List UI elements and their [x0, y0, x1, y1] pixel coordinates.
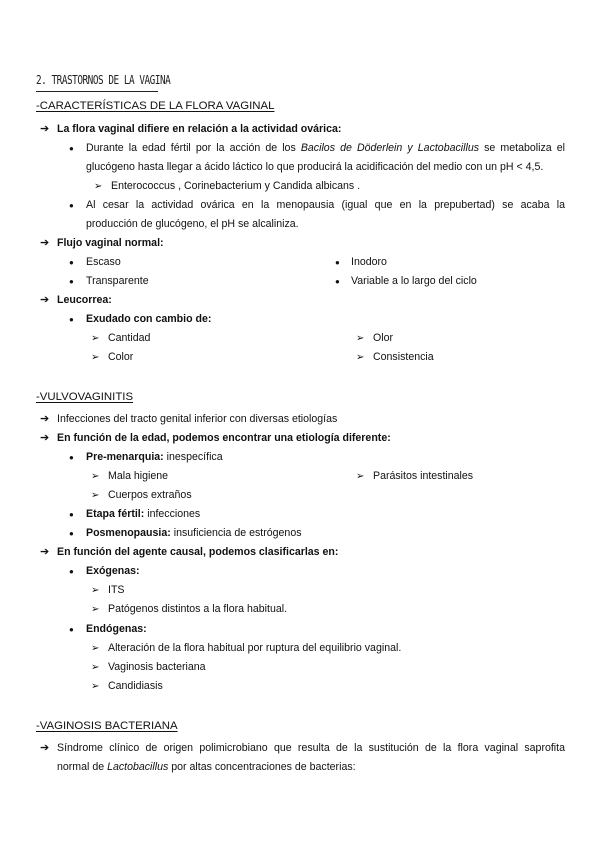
premenarquia-item: Parásitos intestinales	[373, 470, 474, 482]
text-segment: infecciones	[144, 508, 201, 520]
text-segment: Durante la edad fértil por la acción de los	[86, 142, 296, 154]
dot-bullet-icon: ●	[69, 567, 74, 576]
italic-segment: Lactobacillus	[107, 761, 169, 773]
bold-label: Pre-menarquia:	[86, 451, 164, 463]
endogenas-item: Alteración de la flora habitual por ruptura del equilibrio vaginal.	[108, 642, 402, 654]
flora-point-3-bullet-1: Exudado con cambio de:	[86, 313, 212, 325]
dot-bullet-icon: ●	[335, 258, 340, 267]
triangle-bullet-icon: ➢	[91, 333, 100, 344]
text-segment: por altas concentraciones de bacterias:	[168, 761, 356, 773]
triangle-bullet-icon: ➢	[356, 471, 365, 482]
flora-point-1-bullet-2-line-1: Al cesar la actividad ovárica en la menopausia (igual que en la prepubertad) se acaba la	[86, 199, 565, 211]
endogenas-item: Vaginosis bacteriana	[108, 661, 206, 673]
arrow-bullet-icon: ➔	[40, 432, 50, 444]
triangle-bullet-icon: ➢	[91, 681, 100, 692]
leucorrea-item: Cantidad	[108, 332, 151, 344]
dot-bullet-icon: ●	[69, 453, 74, 462]
dot-bullet-icon: ●	[69, 144, 74, 153]
arrow-bullet-icon: ➔	[40, 237, 50, 249]
arrow-bullet-icon: ➔	[40, 294, 50, 306]
leucorrea-item: Olor	[373, 332, 394, 344]
triangle-bullet-icon: ➢	[356, 333, 365, 344]
leucorrea-item: Consistencia	[373, 351, 434, 363]
text-segment: se metaboliza el	[484, 142, 565, 154]
flora-point-1-bullet-2-line-2: producción de glucógeno, el pH se alcaliniza.	[86, 218, 299, 230]
endogenas-item: Candidiasis	[108, 680, 163, 692]
vulvo-point-1: Infecciones del tracto genital inferior con diversas etiologías	[57, 413, 338, 425]
triangle-bullet-icon: ➢	[91, 585, 100, 596]
page-title: 2. TRASTORNOS DE LA VAGINA	[36, 73, 171, 87]
triangle-bullet-icon: ➢	[91, 643, 100, 654]
posmenopausia-line	[86, 526, 302, 541]
text-segment: normal de	[57, 761, 108, 773]
premenarquia-item: Mala higiene	[108, 470, 169, 482]
etapa-fertil-line	[86, 507, 200, 522]
dot-bullet-icon: ●	[69, 258, 74, 267]
bold-label: Posmenopausia:	[86, 527, 171, 539]
arrow-bullet-icon: ➔	[40, 413, 50, 425]
triangle-bullet-icon: ➢	[94, 181, 103, 192]
triangle-bullet-icon: ➢	[91, 604, 100, 615]
triangle-bullet-icon: ➢	[91, 662, 100, 673]
flora-point-1-bullet-1-line-1	[86, 141, 565, 156]
exogenas-label: Exógenas:	[86, 565, 140, 577]
arrow-bullet-icon: ➔	[40, 123, 50, 135]
title-underline	[36, 91, 158, 92]
bold-label: Etapa fértil:	[86, 508, 145, 520]
flora-point-1-sub-1: Enterococcus , Corinebacterium y Candida albicans .	[111, 180, 361, 192]
flora-point-1-bullet-1-line-2: glucógeno hasta llegar a ácido láctico lo que producirá la acidificación del medio con un pH < 4,5.	[86, 161, 544, 173]
flora-point-1: La flora vaginal difiere en relación a la actividad ovárica:	[57, 123, 342, 135]
flora-point-2: Flujo vaginal normal:	[57, 237, 164, 249]
dot-bullet-icon: ●	[335, 277, 340, 286]
text-segment: insuficiencia de estrógenos	[170, 527, 302, 539]
dot-bullet-icon: ●	[69, 315, 74, 324]
premenarquia-item: Cuerpos extraños	[108, 489, 192, 501]
dot-bullet-icon: ●	[69, 510, 74, 519]
section-heading-flora: -CARACTERÍSTICAS DE LA FLORA VAGINAL	[36, 100, 275, 112]
dot-bullet-icon: ●	[69, 201, 74, 210]
section-heading-vaginosis: -VAGINOSIS BACTERIANA	[36, 720, 178, 732]
dot-bullet-icon: ●	[69, 625, 74, 634]
vulvo-point-2: En función de la edad, podemos encontrar una etiología diferente:	[57, 432, 391, 444]
flow-item: Transparente	[86, 275, 149, 287]
text-segment: inespecífica	[163, 451, 223, 463]
exogenas-item: ITS	[108, 584, 125, 596]
leucorrea-item: Color	[108, 351, 134, 363]
section-heading-vulvovaginitis: -VULVOVAGINITIS	[36, 391, 134, 403]
triangle-bullet-icon: ➢	[91, 490, 100, 501]
triangle-bullet-icon: ➢	[91, 471, 100, 482]
arrow-bullet-icon: ➔	[40, 546, 50, 558]
flora-point-3: Leucorrea:	[57, 294, 112, 306]
dot-bullet-icon: ●	[69, 529, 74, 538]
flow-item: Escaso	[86, 256, 121, 268]
exogenas-item: Patógenos distintos a la flora habitual.	[108, 603, 288, 615]
flow-item: Variable a lo largo del ciclo	[351, 275, 477, 287]
arrow-bullet-icon: ➔	[40, 742, 50, 754]
triangle-bullet-icon: ➢	[356, 352, 365, 363]
flow-item: Inodoro	[351, 256, 387, 268]
triangle-bullet-icon: ➢	[91, 352, 100, 363]
vaginosis-point-1-line-1: Síndrome clínico de origen polimicrobiano que resulta de la sustitución de la flora vaginal saprofita	[57, 742, 565, 754]
premenarquia-line	[86, 450, 223, 465]
italic-segment: Bacilos de Döderlein y Lactobacillus	[300, 142, 480, 154]
vulvo-point-3: En función del agente causal, podemos clasificarlas en:	[57, 546, 339, 558]
vaginosis-point-1-line-2	[57, 760, 356, 775]
endogenas-label: Endógenas:	[86, 623, 147, 635]
dot-bullet-icon: ●	[69, 277, 74, 286]
